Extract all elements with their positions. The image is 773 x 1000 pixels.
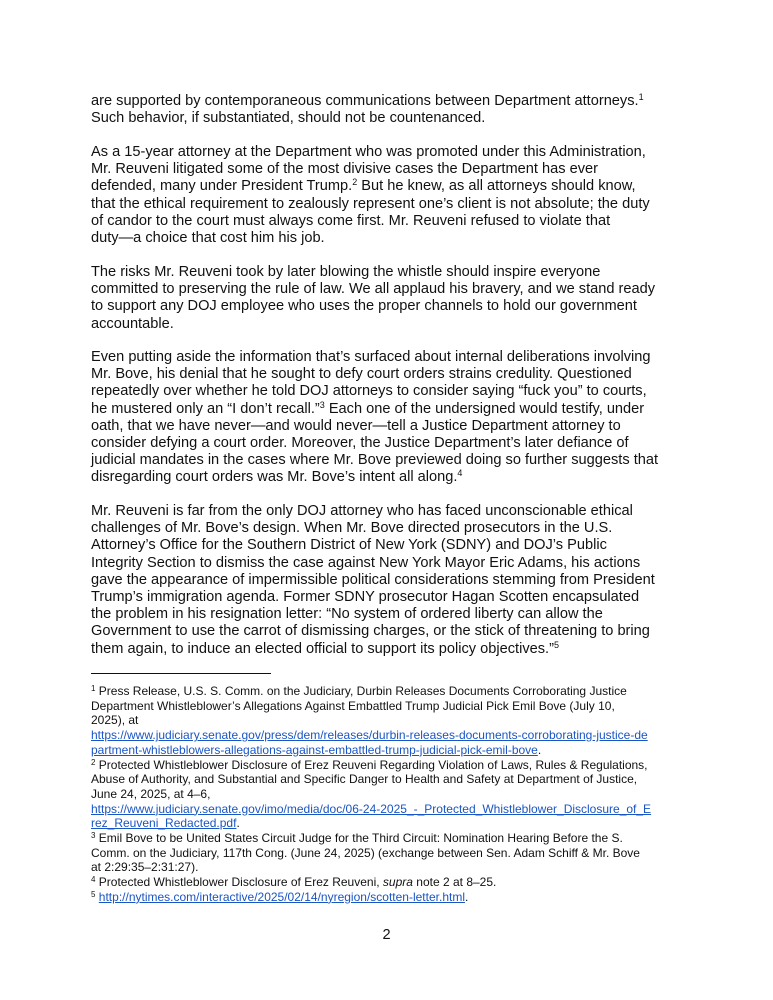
line-text: Each one of the undersigned would testify, under: [324, 400, 645, 417]
text-line: Integrity Section to dismiss the case against New York Mayor Eric Adams, his actions: [91, 554, 641, 571]
text-line: Even putting aside the information that’s surfaced about internal deliberations involving: [91, 349, 651, 365]
footnote-ref: 2: [352, 177, 358, 188]
text-line: to support any DOJ employee who uses the proper channels to hold our government: [91, 298, 637, 315]
text-line: that the ethical requirement to zealously represent one’s client is not absolute; the duty: [91, 195, 650, 212]
footnote-text: note 2 at 8–25.: [412, 875, 497, 890]
text-line: of candor to the court must always come first. Mr. Reuveni refused to violate that: [91, 212, 611, 229]
footnote-line: 2025), at: [91, 713, 139, 728]
footnote-ref: 1: [638, 92, 644, 102]
text-line: Government to use the carrot of dismissing charges, or the stick of threatening to bring: [91, 623, 650, 640]
text-line: committed to preserving the rule of law. We all applaud his bravery, and we stand ready: [91, 281, 656, 298]
footnote-ref: 4: [457, 468, 463, 479]
footnote-4: [91, 875, 691, 890]
text-line: gave the appearance of impermissible political considerations stemming from President: [91, 571, 655, 588]
text-line: accountable.: [91, 315, 174, 332]
text-line: As a 15-year attorney at the Department who was promoted under this Administration,: [91, 144, 646, 160]
text-line: Mr. Reuveni litigated some of the most divisive cases the Department has ever: [91, 161, 598, 178]
body-paragraph: [91, 93, 691, 127]
footnote-number: 1: [91, 684, 96, 693]
line-text: disregarding court orders was Mr. Bove’s intent all along.: [91, 469, 458, 486]
line-text: he mustered only an “I don’t recall.”: [91, 400, 320, 417]
footnote-3: [91, 831, 691, 846]
text-line: [91, 93, 691, 110]
footnote-ref: 5: [553, 639, 559, 650]
text-line: oath, that we have never—and would never—tell a Justice Department attorney to: [91, 417, 621, 434]
footnote-line: Department Whistleblower’s Allegations Against Embattled Trump Judicial Pick Emil Bove (July 10,: [91, 698, 615, 713]
text-line: [91, 469, 691, 486]
footnotes: [91, 684, 691, 905]
footnote-link[interactable]: rez_Reuveni_Redacted.pdf: [91, 816, 237, 831]
text-line: [91, 178, 691, 195]
footnote-text: .: [537, 742, 542, 757]
footnote-number: 2: [91, 757, 96, 767]
footnote-italic-text: supra: [382, 875, 413, 890]
footnote-number: 3: [91, 831, 96, 841]
footnote-text: .: [236, 816, 240, 831]
text-line: [91, 641, 691, 658]
footnote-line: [91, 743, 691, 758]
body-paragraph: [91, 144, 691, 247]
footnote-text: .: [464, 889, 469, 904]
footnote-line: [91, 728, 691, 743]
text-line: repeatedly over whether he told DOJ attorneys to consider saying “fuck you” to courts,: [91, 383, 647, 400]
footnote-text: Protected Whistleblower Disclosure of Erez Reuveni Regarding Violation of Laws, Rules & Regulations,: [98, 757, 648, 772]
footnote-link[interactable]: http://nytimes.com/interactive/2025/02/14/nyregion/scotten-letter.html: [98, 889, 465, 904]
text-line: judicial mandates in the cases where Mr. Bove previewed doing so further suggests that: [91, 452, 659, 469]
footnote-line: Comm. on the Judiciary, 117th Cong. (June 24, 2025) (exchange between Sen. Adam Schiff & Mr. Bove: [91, 845, 640, 860]
line-text: But he knew, as all attorneys should know,: [357, 178, 636, 195]
text-line: Mr. Bove, his denial that he sought to defy court orders strains credulity. Questioned: [91, 366, 632, 383]
text-line: Attorney’s Office for the Southern District of New York (SDNY) and DOJ’s Public: [91, 537, 607, 554]
footnote-line: [91, 802, 691, 817]
body-paragraph: [91, 503, 691, 658]
footnote-line: June 24, 2025, at 4–6,: [91, 786, 211, 801]
page-number: 2: [382, 927, 391, 943]
body-paragraph: [91, 264, 691, 333]
text-line: Such behavior, if substantiated, should not be countenanced.: [91, 110, 486, 127]
footnote-line: Abuse of Authority, and Substantial and Specific Danger to Health and Safety at Department of Justice,: [91, 772, 638, 787]
footnote-text: Protected Whistleblower Disclosure of Erez Reuveni,: [98, 875, 383, 890]
text-line: Mr. Reuveni is far from the only DOJ attorney who has faced unconscionable ethical: [91, 503, 633, 519]
footnote-text: Emil Bove to be United States Circuit Judge for the Third Circuit: Nomination Hearing Before the S.: [98, 831, 623, 846]
body-paragraph: [91, 349, 691, 487]
text-line: challenges of Mr. Bove’s design. When Mr. Bove directed prosecutors in the U.S.: [91, 520, 613, 537]
line-text: are supported by contemporaneous communications between Department attorneys.: [91, 93, 639, 109]
line-text: them again, to induce an elected official to support its policy objectives.”: [91, 640, 554, 657]
text-line: the problem in his resignation letter: “No system of ordered liberty can allow the: [91, 606, 603, 623]
footnote-number: 4: [91, 875, 96, 885]
text-line: [91, 401, 691, 418]
footnote-ref: 3: [319, 399, 325, 410]
text-line: duty—a choice that cost him his job.: [91, 230, 325, 247]
footnote-number: 5: [91, 889, 96, 899]
footnote-line: [91, 816, 691, 831]
footnote-1: [91, 684, 691, 699]
footnote-separator: [91, 673, 271, 674]
footnote-text: Press Release, U.S. S. Comm. on the Judiciary, Durbin Releases Documents Corroborating Justice: [98, 684, 627, 698]
text-line: consider defying a court order. Moreover, the Justice Department’s later defiance of: [91, 435, 629, 452]
footnote-2: [91, 758, 691, 773]
footnote-link[interactable]: https://www.judiciary.senate.gov/imo/media/doc/06-24-2025_-_Protected_Whistleblower_Disclosure_of_E: [91, 801, 652, 816]
footnote-link[interactable]: https://www.judiciary.senate.gov/press/dem/releases/durbin-releases-documents-corroborating-justice-de: [91, 728, 648, 743]
footnote-5: [91, 890, 691, 905]
footnote-line: at 2:29:35–2:31:27).: [91, 860, 199, 875]
text-line: Trump’s immigration agenda. Former SDNY prosecutor Hagan Scotten encapsulated: [91, 589, 640, 606]
footnote-link[interactable]: partment-whistleblowers-allegations-against-embattled-trump-judicial-pick-emil-bove: [91, 742, 538, 757]
text-line: The risks Mr. Reuveni took by later blowing the whistle should inspire everyone: [91, 264, 601, 280]
line-text: defended, many under President Trump.: [91, 178, 353, 195]
